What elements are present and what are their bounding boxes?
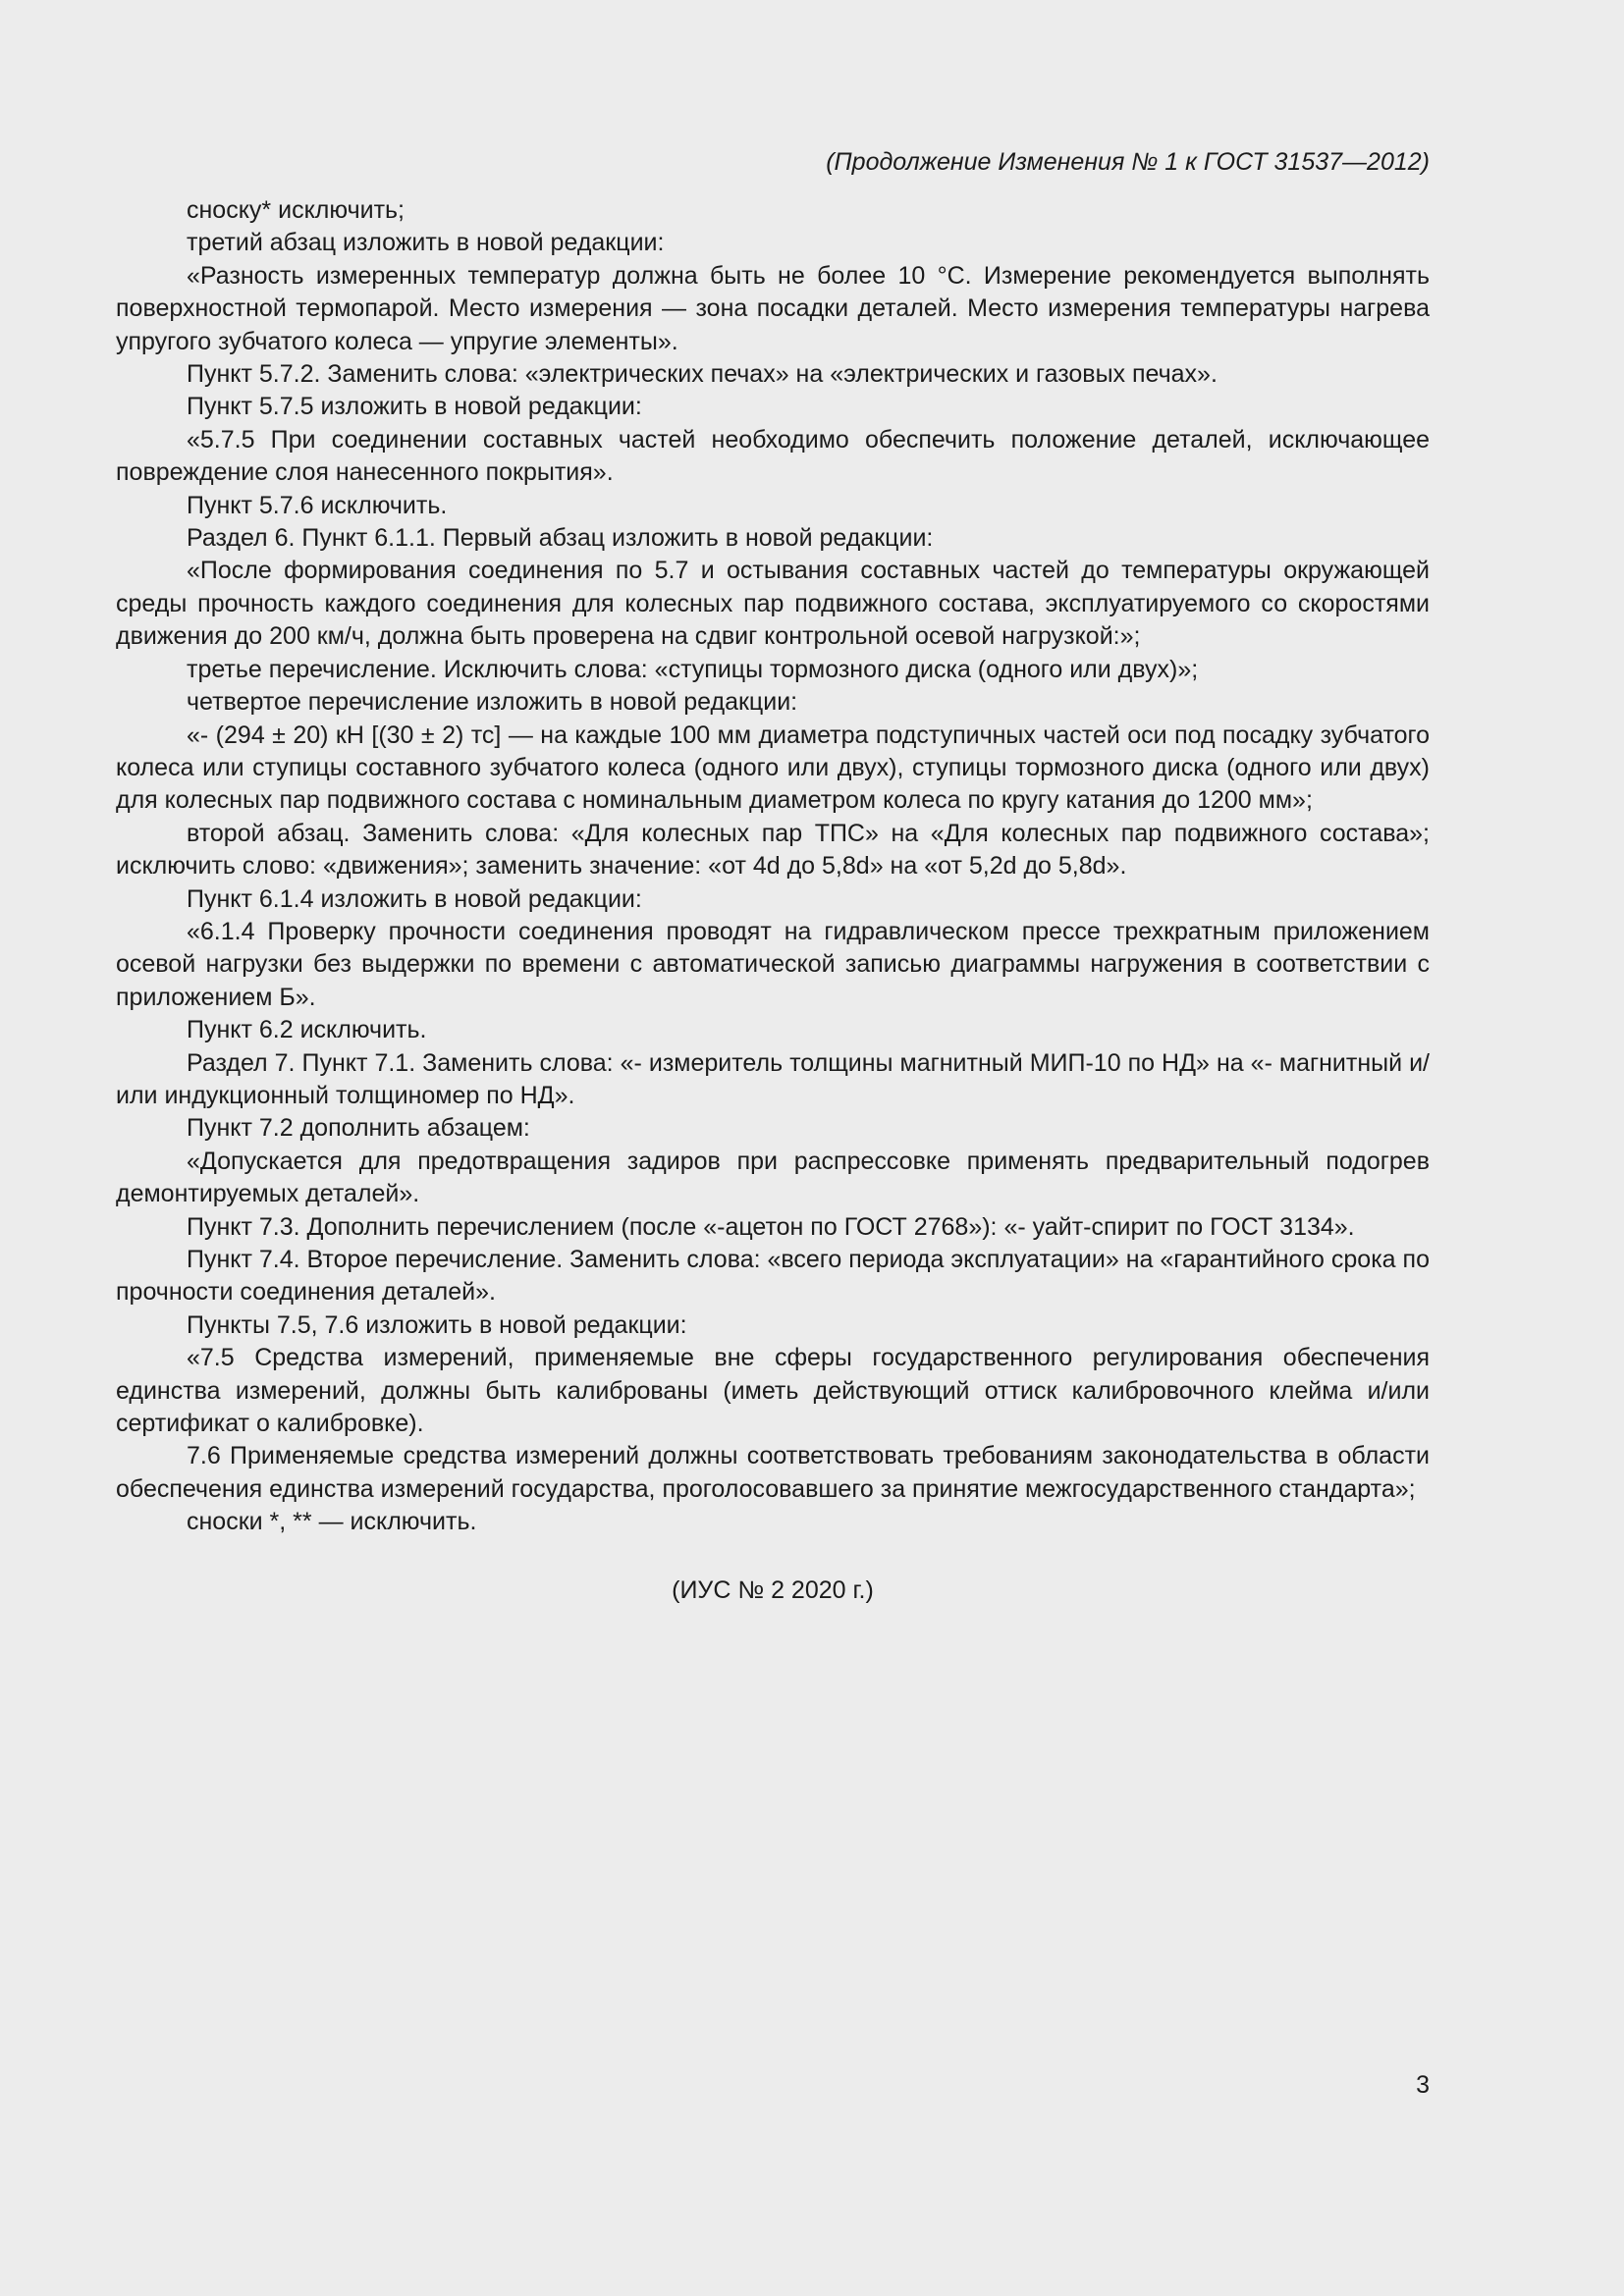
paragraph: «5.7.5 При соединении составных частей необходимо обеспечить положение деталей, исключающее повреждение слоя нанесенного покрытия».	[116, 425, 1430, 487]
paragraph: сноски *, ** — исключить.	[187, 1508, 477, 1536]
paragraph: четвертое перечисление изложить в новой редакции:	[187, 688, 798, 717]
paragraph: Раздел 6. Пункт 6.1.1. Первый абзац изложить в новой редакции:	[187, 524, 934, 553]
paragraph: «После формирования соединения по 5.7 и остывания составных частей до температуры окружающей среды прочность каждого соединения для колесных пар подвижного состава, эксплуатируемого со скоростями движения до 200 км/ч, должна быть проверена на сдвиг контрольной осевой нагрузкой:»;	[116, 557, 1430, 651]
paragraph: третье перечисление. Исключить слова: «ступицы тормозного диска (одного или двух)»;	[187, 655, 1199, 683]
paragraph: Пункт 5.7.6 исключить.	[187, 491, 448, 519]
paragraph: 7.6 Применяемые средства измерений должны соответствовать требованиям законодательства в области обеспечения единства измерений государства, проголосовавшего за принятие межгосударственного стандарта»;	[116, 1442, 1430, 1503]
paragraph: Пункт 7.4. Второе перечисление. Заменить слова: «всего периода эксплуатации» на «гарантийного срока по прочности соединения деталей».	[116, 1246, 1430, 1307]
paragraph: «Допускается для предотвращения задиров при распрессовке применять предварительный подогрев демонтируемых деталей».	[116, 1147, 1430, 1208]
paragraph: Пункты 7.5, 7.6 изложить в новой редакции:	[187, 1310, 687, 1339]
paragraph: Пункт 5.7.2. Заменить слова: «электрических печах» на «электрических и газовых печах».	[187, 360, 1218, 389]
paragraph: Пункт 7.2 дополнить абзацем:	[187, 1114, 530, 1143]
paragraph: Пункт 6.1.4 изложить в новой редакции:	[187, 884, 642, 913]
document-page	[116, 145, 1430, 1607]
paragraph: «Разность измеренных температур должна быть не более 10 °С. Измерение рекомендуется выполнять поверхностной термопарой. Место измерения — зона посадки деталей. Место измерения температуры нагрева упругого зубчатого колеса — упругие элементы».	[116, 261, 1430, 355]
paragraph: «7.5 Средства измерений, применяемые вне сферы государственного регулирования обеспечения единства измерений, должны быть калиброваны (иметь действующий оттиск калибровочного клейма и/или сертификат о калибровке).	[116, 1344, 1430, 1438]
paragraph: Раздел 7. Пункт 7.1. Заменить слова: «- измеритель толщины магнитный МИП-10 по НД» на «- магнитный и/или индукционный толщиномер по НД».	[116, 1048, 1430, 1109]
paragraph: «- (294 ± 20) кН [(30 ± 2) тс] — на каждые 100 мм диаметра подступичных частей оси под посадку зубчатого колеса или ступицы составного зубчатого колеса (одного или двух), ступицы тормозного диска (одного или двух) для колесных пар подвижного состава с номинальным диаметром колеса по кругу катания до 1200 мм»;	[116, 721, 1430, 815]
paragraph: Пункт 6.2 исключить.	[187, 1016, 427, 1044]
page-number: 3	[1416, 2071, 1430, 2099]
document-body	[116, 194, 1430, 1539]
ius-note: (ИУС № 2 2020 г.)	[672, 1575, 874, 1604]
paragraph: второй абзац. Заменить слова: «Для колесных пар ТПС» на «Для колесных пар подвижного состава»; исключить слово: «движения»; заменить значение: «от 4d до 5,8d» на «от 5,2d до 5,8d».	[116, 819, 1430, 881]
running-header: (Продолжение Изменения № 1 к ГОСТ 31537—2012)	[826, 148, 1430, 176]
paragraph: Пункт 7.3. Дополнить перечислением (после «-ацетон по ГОСТ 2768»): «- уайт-спирит по ГОСТ 3134».	[187, 1212, 1355, 1241]
paragraph: сноску* исключить;	[187, 196, 405, 224]
paragraph: «6.1.4 Проверку прочности соединения проводят на гидравлическом прессе трехкратным приложением осевой нагрузки без выдержки по времени с автоматической записью диаграммы нагружения в соответствии с приложением Б».	[116, 917, 1430, 1011]
paragraph: Пункт 5.7.5 изложить в новой редакции:	[187, 393, 642, 421]
paragraph: третий абзац изложить в новой редакции:	[187, 229, 665, 257]
